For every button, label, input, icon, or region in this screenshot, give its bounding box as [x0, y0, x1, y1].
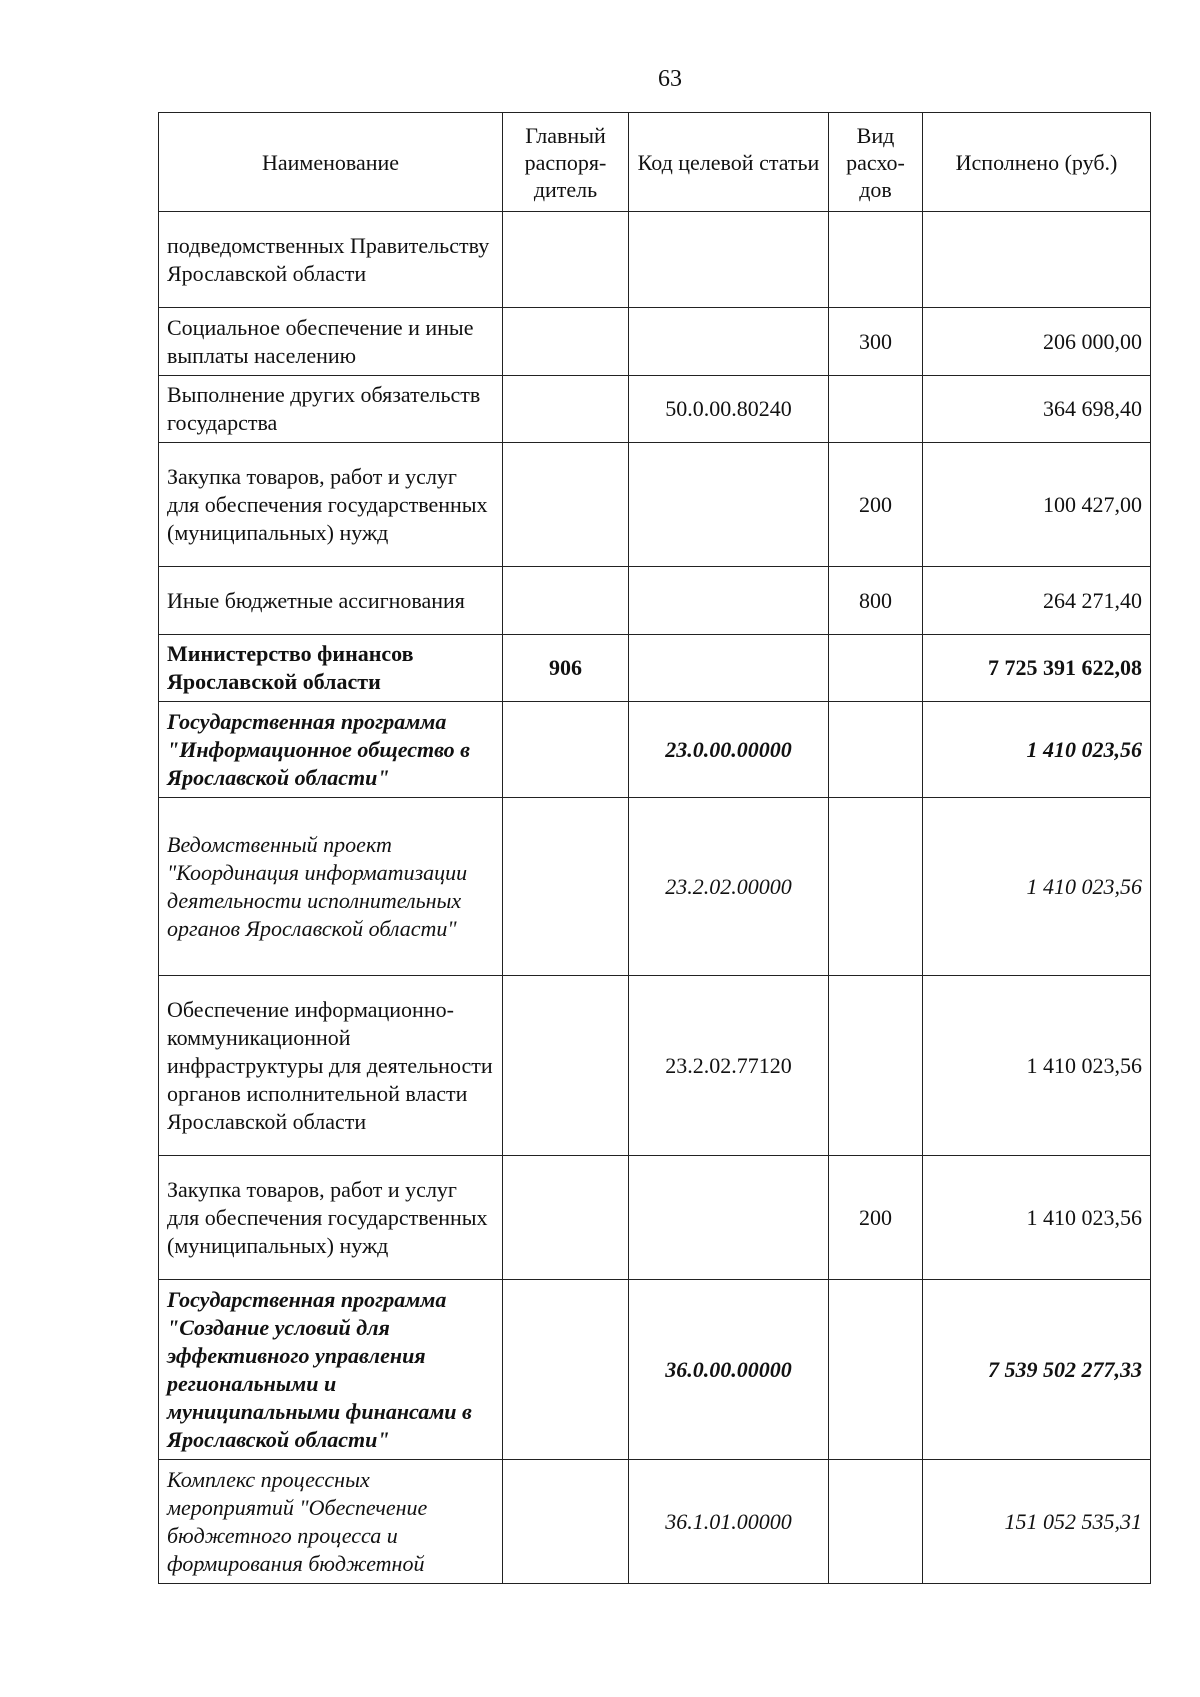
cell-expense-type — [829, 798, 923, 976]
cell-expense-type: 200 — [829, 443, 923, 567]
cell-name: Государственная программа "Информационное общество в Ярославской области" — [159, 702, 503, 798]
cell-main-manager — [503, 1156, 629, 1280]
table-body — [159, 212, 1151, 1584]
table-row — [159, 567, 1151, 635]
cell-executed — [923, 212, 1151, 308]
cell-expense-type: 300 — [829, 308, 923, 376]
cell-name: Комплекс процессных мероприятий "Обеспечение бюджетного процесса и формирования бюджетной — [159, 1460, 503, 1584]
header-main-manager: Главный распоря-дитель — [503, 113, 629, 212]
header-name: Наименование — [159, 113, 503, 212]
cell-name: Государственная программа "Создание условий для эффективного управления региональными и муниципальными финансами в Ярославской области" — [159, 1280, 503, 1460]
table-header-row — [159, 113, 1151, 212]
cell-target-code: 50.0.00.80240 — [629, 376, 829, 443]
cell-name: Ведомственный проект "Координация информатизации деятельности исполнительных органов Ярославской области" — [159, 798, 503, 976]
cell-executed: 1 410 023,56 — [923, 976, 1151, 1156]
cell-target-code: 36.0.00.00000 — [629, 1280, 829, 1460]
cell-name: Обеспечение информационно-коммуникационной инфраструктуры для деятельности органов исполнительной власти Ярославской области — [159, 976, 503, 1156]
cell-name: Закупка товаров, работ и услуг для обеспечения государственных (муниципальных) нужд — [159, 443, 503, 567]
table-row — [159, 1156, 1151, 1280]
cell-target-code — [629, 443, 829, 567]
cell-executed: 151 052 535,31 — [923, 1460, 1151, 1584]
cell-expense-type — [829, 1280, 923, 1460]
cell-target-code — [629, 212, 829, 308]
cell-name: Иные бюджетные ассигнования — [159, 567, 503, 635]
cell-executed: 206 000,00 — [923, 308, 1151, 376]
budget-table — [158, 112, 1151, 1584]
cell-name: Социальное обеспечение и иные выплаты населению — [159, 308, 503, 376]
table-row — [159, 212, 1151, 308]
cell-expense-type — [829, 212, 923, 308]
cell-main-manager — [503, 702, 629, 798]
cell-name: Выполнение других обязательств государства — [159, 376, 503, 443]
cell-expense-type — [829, 702, 923, 798]
cell-target-code: 36.1.01.00000 — [629, 1460, 829, 1584]
cell-name: подведомственных Правительству Ярославской области — [159, 212, 503, 308]
page-number: 63 — [658, 66, 682, 92]
cell-main-manager — [503, 212, 629, 308]
cell-target-code — [629, 635, 829, 702]
cell-target-code — [629, 1156, 829, 1280]
cell-expense-type — [829, 976, 923, 1156]
table-row — [159, 443, 1151, 567]
cell-executed: 364 698,40 — [923, 376, 1151, 443]
cell-expense-type — [829, 376, 923, 443]
table-row — [159, 702, 1151, 798]
table-row — [159, 798, 1151, 976]
cell-target-code: 23.2.02.77120 — [629, 976, 829, 1156]
cell-main-manager — [503, 376, 629, 443]
cell-main-manager — [503, 976, 629, 1156]
cell-target-code: 23.0.00.00000 — [629, 702, 829, 798]
table-row — [159, 1460, 1151, 1584]
table-row — [159, 308, 1151, 376]
cell-executed: 264 271,40 — [923, 567, 1151, 635]
cell-name: Закупка товаров, работ и услуг для обеспечения государственных (муниципальных) нужд — [159, 1156, 503, 1280]
cell-main-manager — [503, 798, 629, 976]
cell-main-manager — [503, 567, 629, 635]
table-row — [159, 376, 1151, 443]
cell-main-manager — [503, 1460, 629, 1584]
cell-executed: 100 427,00 — [923, 443, 1151, 567]
table-row — [159, 1280, 1151, 1460]
cell-main-manager: 906 — [503, 635, 629, 702]
cell-expense-type — [829, 635, 923, 702]
cell-expense-type: 800 — [829, 567, 923, 635]
cell-target-code: 23.2.02.00000 — [629, 798, 829, 976]
cell-executed: 7 539 502 277,33 — [923, 1280, 1151, 1460]
header-executed: Исполнено (руб.) — [923, 113, 1151, 212]
cell-executed: 1 410 023,56 — [923, 702, 1151, 798]
cell-target-code — [629, 567, 829, 635]
cell-main-manager — [503, 308, 629, 376]
cell-main-manager — [503, 443, 629, 567]
table-row — [159, 635, 1151, 702]
table-row — [159, 976, 1151, 1156]
cell-name: Министерство финансов Ярославской области — [159, 635, 503, 702]
header-target-code: Код целевой статьи — [629, 113, 829, 212]
header-expense-type: Вид расхо-дов — [829, 113, 923, 212]
cell-executed: 1 410 023,56 — [923, 1156, 1151, 1280]
cell-executed: 1 410 023,56 — [923, 798, 1151, 976]
cell-executed: 7 725 391 622,08 — [923, 635, 1151, 702]
cell-expense-type: 200 — [829, 1156, 923, 1280]
cell-main-manager — [503, 1280, 629, 1460]
cell-expense-type — [829, 1460, 923, 1584]
cell-target-code — [629, 308, 829, 376]
